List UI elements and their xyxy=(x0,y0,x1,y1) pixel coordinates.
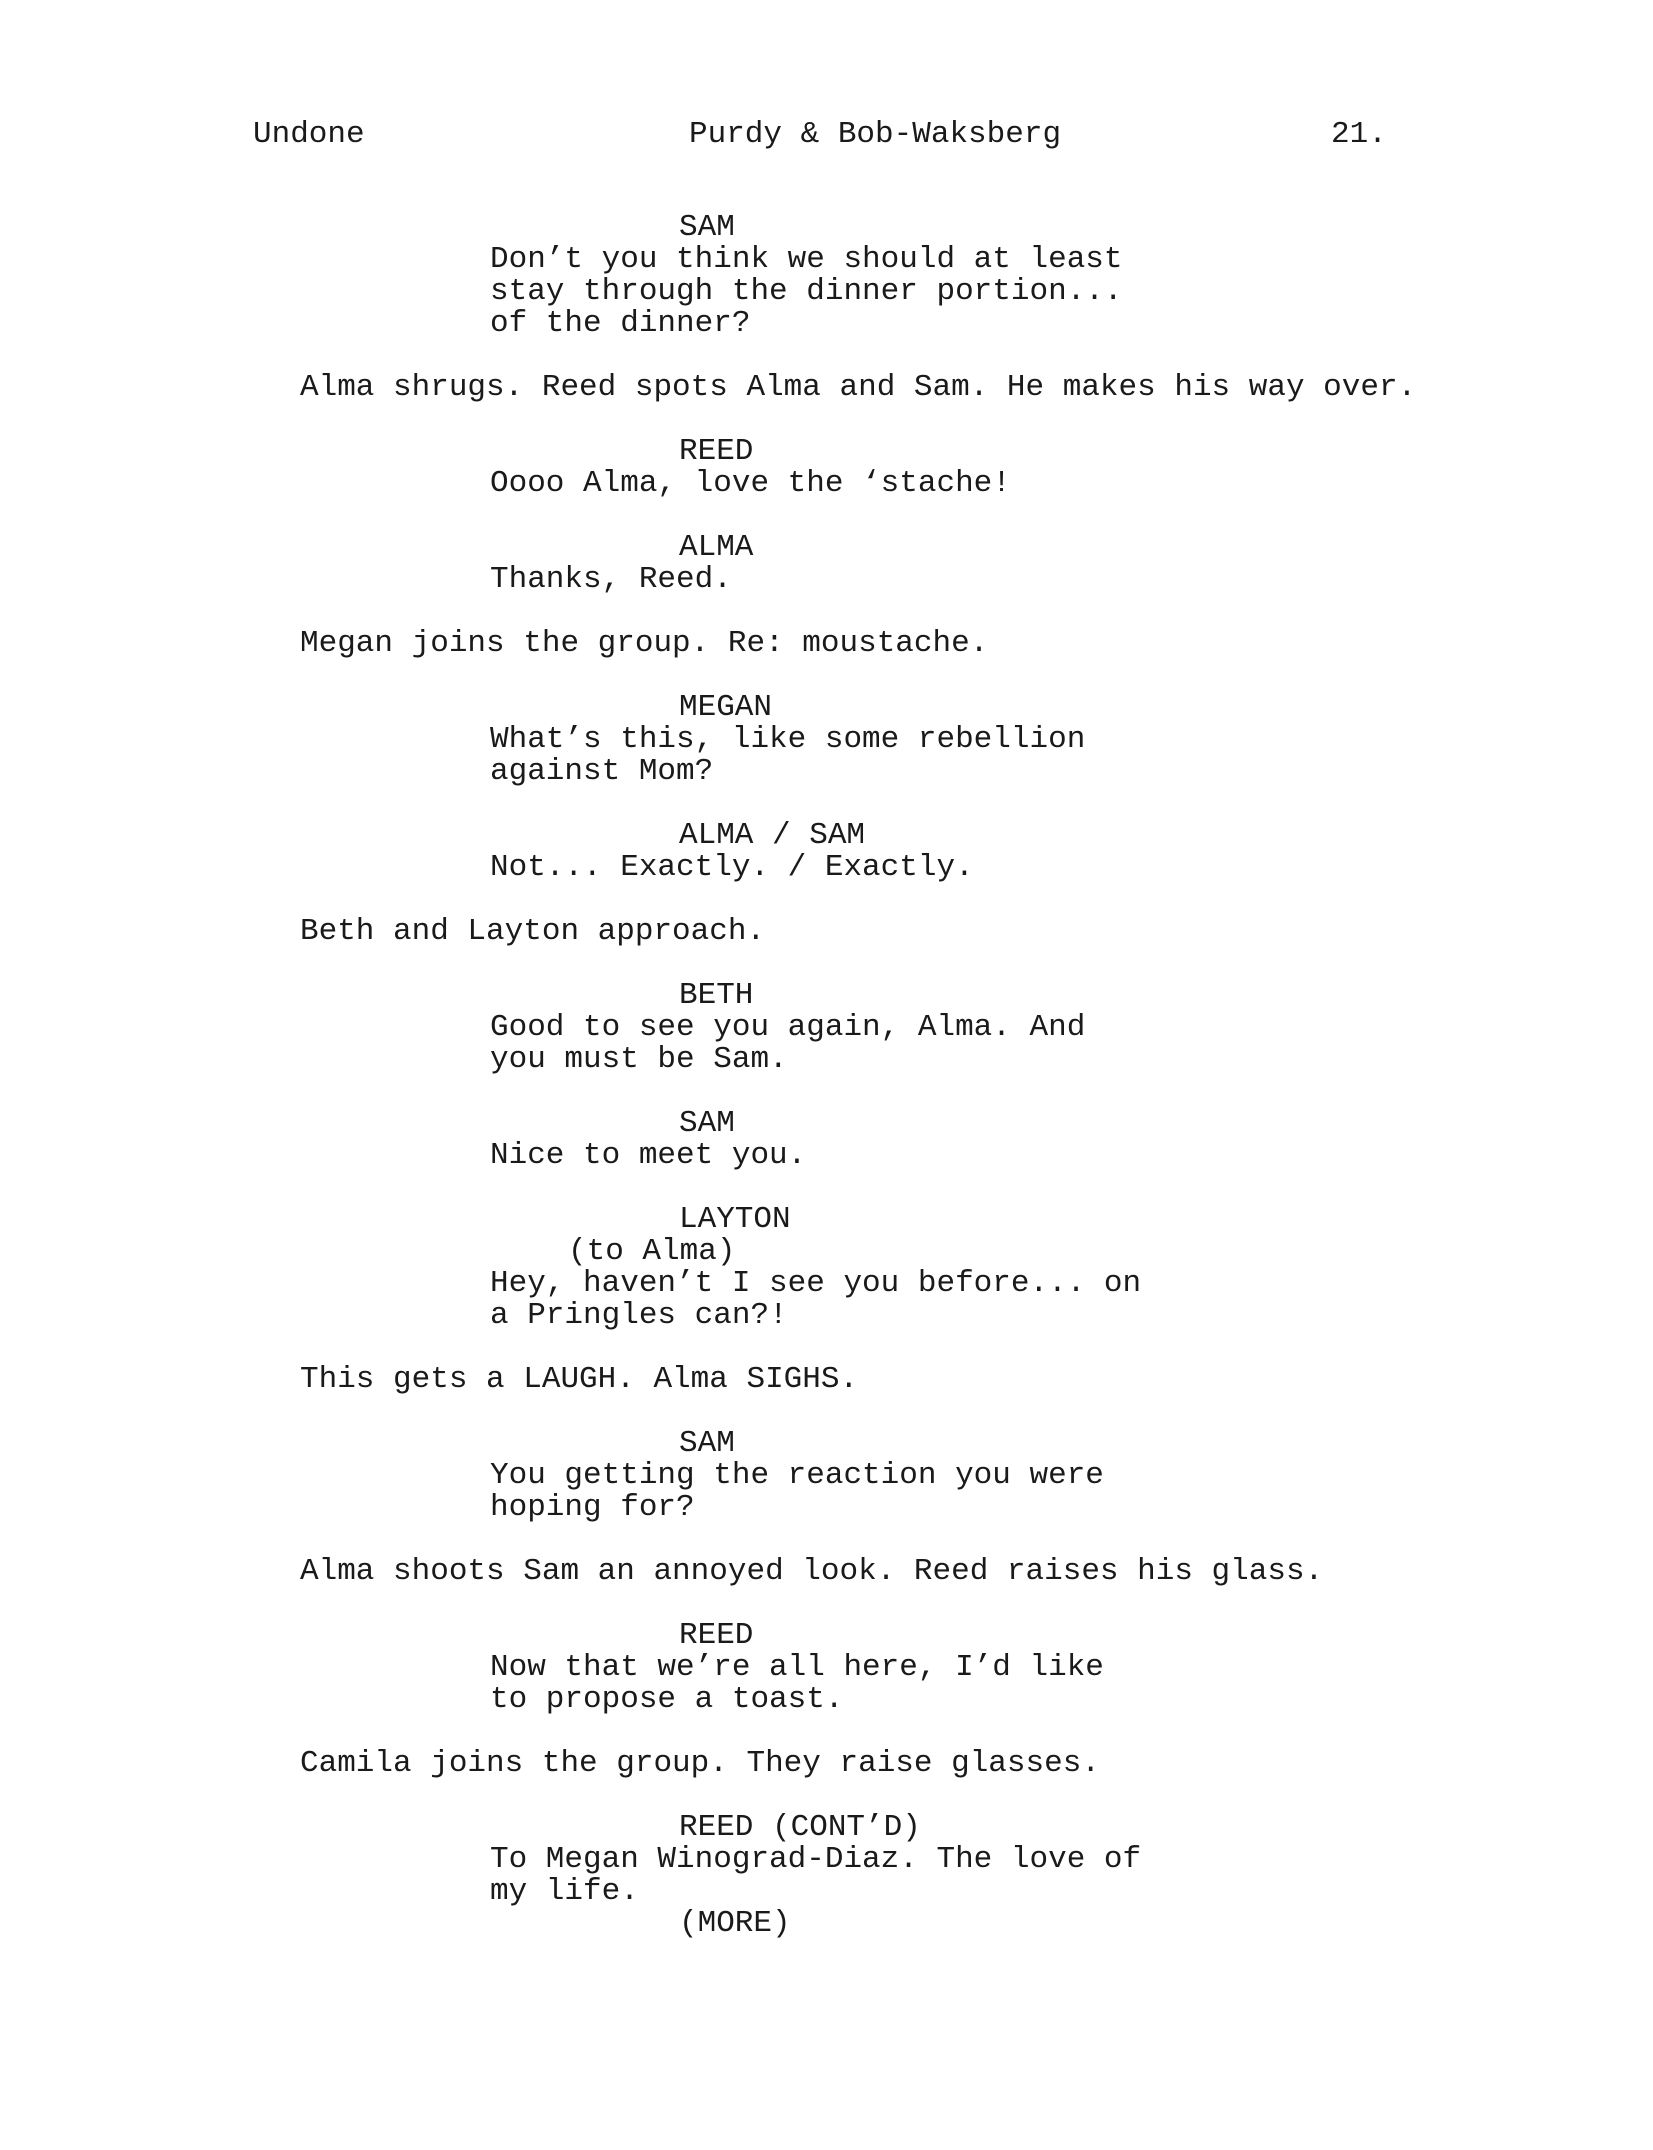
header-authors: Purdy & Bob-Waksberg xyxy=(689,117,1062,152)
dialogue-line: What’s this, like some rebellion xyxy=(490,722,1086,757)
action-line: Alma shoots Sam an annoyed look. Reed raises his glass. xyxy=(300,1554,1324,1589)
dialogue-line: Hey, haven’t I see you before... on xyxy=(490,1266,1142,1301)
dialogue-line: Thanks, Reed. xyxy=(490,562,732,597)
dialogue-line: stay through the dinner portion... xyxy=(490,274,1123,309)
dialogue-line: my life. xyxy=(490,1874,639,1909)
dialogue-line: Not... Exactly. / Exactly. xyxy=(490,850,974,885)
header-title: Undone xyxy=(253,117,365,152)
blank-line xyxy=(0,340,1653,372)
action-line: Megan joins the group. Re: moustache. xyxy=(300,626,989,661)
blank-line xyxy=(0,1332,1653,1364)
blank-line xyxy=(0,660,1653,692)
dialogue-line: to propose a toast. xyxy=(490,1682,844,1717)
parenthetical: (to Alma) xyxy=(568,1234,736,1269)
blank-line xyxy=(0,1172,1653,1204)
dialogue-line: To Megan Winograd-Diaz. The love of xyxy=(490,1842,1142,1877)
blank-line xyxy=(0,1716,1653,1748)
action-line: Camila joins the group. They raise glasses. xyxy=(300,1746,1100,1781)
action-line: Alma shrugs. Reed spots Alma and Sam. He makes his way over. xyxy=(300,370,1417,405)
script-body xyxy=(0,212,1653,1940)
blank-line xyxy=(0,1588,1653,1620)
dialogue-line: of the dinner? xyxy=(490,306,751,341)
character-cue: BETH xyxy=(679,978,754,1013)
character-cue: SAM xyxy=(679,1426,735,1461)
dialogue-line: Oooo Alma, love the ‘stache! xyxy=(490,466,1011,501)
dialogue-line: Nice to meet you. xyxy=(490,1138,807,1173)
action-line: This gets a LAUGH. Alma SIGHS. xyxy=(300,1362,859,1397)
dialogue-line: Don’t you think we should at least xyxy=(490,242,1123,277)
action-line: Beth and Layton approach. xyxy=(300,914,766,949)
dialogue-line: a Pringles can?! xyxy=(490,1298,788,1333)
character-cue: ALMA xyxy=(679,530,754,565)
blank-line xyxy=(0,1076,1653,1108)
blank-line xyxy=(0,884,1653,916)
character-cue: REED xyxy=(679,1618,754,1653)
blank-line xyxy=(0,788,1653,820)
dialogue-line: Good to see you again, Alma. And xyxy=(490,1010,1086,1045)
character-cue: SAM xyxy=(679,1106,735,1141)
blank-line xyxy=(0,404,1653,436)
more-marker: (MORE) xyxy=(679,1906,791,1941)
dialogue-line: you must be Sam. xyxy=(490,1042,788,1077)
character-cue: ALMA / SAM xyxy=(679,818,866,853)
dialogue-line: against Mom? xyxy=(490,754,714,789)
blank-line xyxy=(0,596,1653,628)
dialogue-line: hoping for? xyxy=(490,1490,695,1525)
dialogue-line: You getting the reaction you were xyxy=(490,1458,1104,1493)
blank-line xyxy=(0,1396,1653,1428)
character-cue: SAM xyxy=(679,210,735,245)
blank-line xyxy=(0,1524,1653,1556)
blank-line xyxy=(0,500,1653,532)
character-cue: MEGAN xyxy=(679,690,773,725)
dialogue-line: Now that we’re all here, I’d like xyxy=(490,1650,1104,1685)
header-page-number: 21. xyxy=(1331,117,1387,152)
character-cue: REED xyxy=(679,434,754,469)
character-cue: LAYTON xyxy=(679,1202,791,1237)
blank-line xyxy=(0,1780,1653,1812)
blank-line xyxy=(0,948,1653,980)
character-cue: REED (CONT’D) xyxy=(679,1810,921,1845)
